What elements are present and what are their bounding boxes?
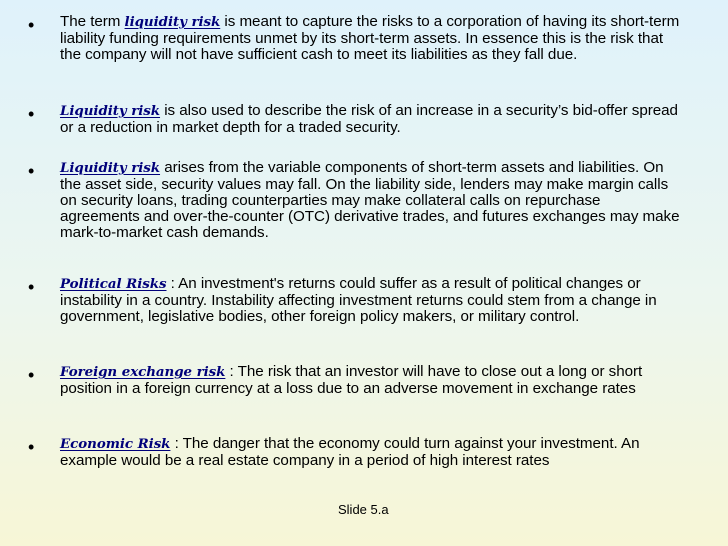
bullet-text [60,436,680,469]
bullet-text [60,364,680,397]
bullet-text [60,103,680,136]
bullet-term: Liquidity risk [60,160,161,176]
bullet-marker: • [28,161,35,181]
bullet-post-text: is also used to describe the risk of an increase in a security’s bid-offer spread or a reduction in market depth for a traded security. [60,102,678,136]
bullet-term: Economic Risk [60,436,171,452]
bullet-marker: • [28,277,35,297]
bullet-term: Foreign exchange risk [60,364,226,380]
bullet-pre-text: The term [60,13,125,30]
bullet-text [60,14,680,63]
bullet-text [60,276,680,325]
bullet-marker: • [28,104,35,124]
bullet-post-text: : An investment's returns could suffer as a result of political changes or instability in a country. Instability affecting investment returns could stem from a change in government, legislative bodies, other foreign policy makers, or military control. [60,275,657,325]
bullet-text [60,160,680,241]
bullet-term: Political Risks [60,276,167,292]
bullet-post-text: arises from the variable components of short-term assets and liabilities. On the asset side, security values may fall. On the liability side, lenders may make margin calls on security loans, trading counterparties may make collateral calls on repurchase agreements and over-the-counter (OTC) derivative trades, and futures exchanges may make mark-to-market cash demands. [60,159,680,241]
bullet-term: liquidity risk [124,14,221,30]
bullet-post-text: : The risk that an investor will have to close out a long or short position in a foreign currency at a loss due to an adverse movement in exchange rates [60,363,643,397]
bullet-post-text: : The danger that the economy could turn against your investment. An example would be a real estate company in a period of high interest rates [60,435,640,469]
bullet-marker: • [28,437,35,457]
bullet-marker: • [28,365,35,385]
bullet-marker: • [28,15,35,35]
bullet-term: Liquidity risk [60,103,161,119]
bullet-post-text: is meant to capture the risks to a corporation of having its short-term liability funding requirements unmet by its short-term assets. In essence this is the risk that the company will not have sufficient cash to meet its liabilities as they fall due. [60,13,680,63]
slide-number-label: Slide 5.a [338,502,389,517]
